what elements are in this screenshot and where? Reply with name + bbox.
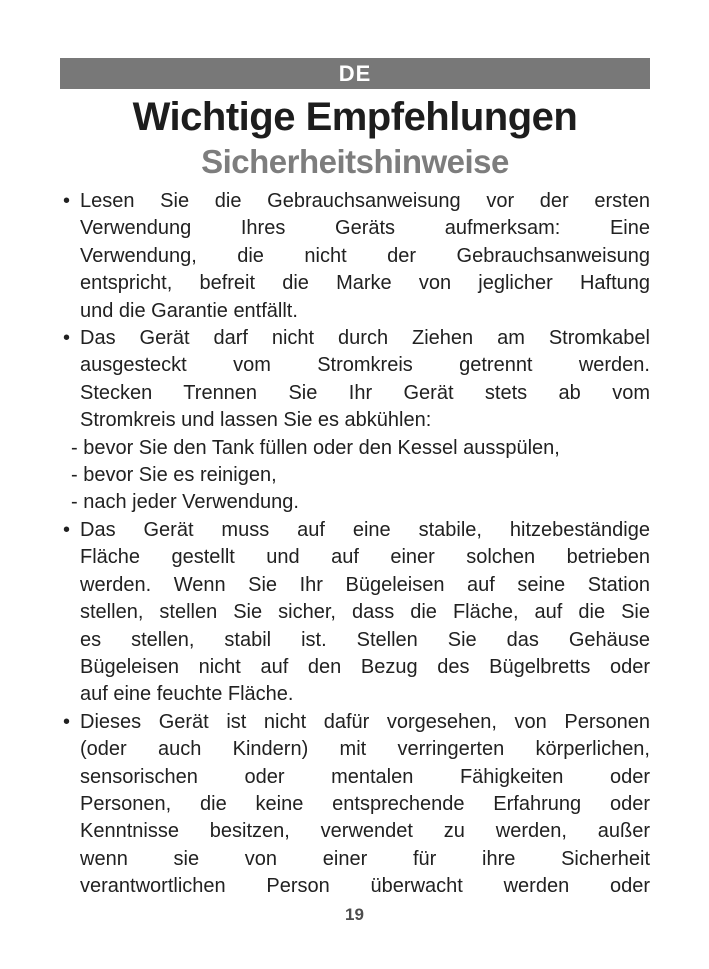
safety-instructions-list <box>60 188 650 901</box>
bullet-icon: • <box>63 710 71 733</box>
sub-instruction-line: - bevor Sie es reinigen, <box>71 464 277 487</box>
instruction-line: auf eine feuchte Fläche. <box>80 683 294 706</box>
list-item <box>60 709 650 901</box>
page-subtitle: Sicherheitshinweise <box>201 143 509 180</box>
instruction-line: Fläche gestellt und auf einer solchen betrieben <box>80 546 650 569</box>
instruction-line: es stellen, stabil ist. Stellen Sie das Gehäuse <box>80 628 650 651</box>
instruction-line: Verwendung, die nicht der Gebrauchsanweisung <box>80 244 650 267</box>
instruction-line: Verwendung Ihres Geräts aufmerksam: Eine <box>80 217 650 240</box>
instruction-line: entspricht, befreit die Marke von jeglicher Haftung <box>80 272 650 295</box>
instruction-line: werden. Wenn Sie Ihr Bügeleisen auf seine Station <box>80 573 650 596</box>
bullet-text <box>71 325 650 517</box>
instruction-line: sensorischen oder mentalen Fähigkeiten oder <box>80 765 650 788</box>
instruction-line: (oder auch Kindern) mit verringerten körperlichen, <box>80 738 650 761</box>
bullet-icon: • <box>63 327 71 350</box>
instruction-line: Das Gerät muss auf eine stabile, hitzebeständige <box>80 518 650 541</box>
sub-instruction-line: - nach jeder Verwendung. <box>71 491 299 514</box>
list-item <box>60 188 650 325</box>
bullet-icon: • <box>63 518 71 541</box>
page-number: 19 <box>345 905 364 924</box>
language-code: DE <box>338 60 372 86</box>
bullet-icon: • <box>63 190 71 212</box>
list-item <box>60 517 650 709</box>
instruction-line: verantwortlichen Person überwacht werden oder <box>80 875 650 898</box>
instruction-line: Stecken Trennen Sie Ihr Gerät stets ab vom <box>80 381 650 404</box>
sub-instruction-line: - bevor Sie den Tank füllen oder den Kessel ausspülen, <box>71 436 560 459</box>
instruction-line: ausgesteckt vom Stromkreis getrennt werden. <box>80 354 650 377</box>
instruction-line: und die Garantie entfällt. <box>80 299 298 322</box>
bullet-text <box>80 709 650 901</box>
page-title: Wichtige Empfehlungen <box>132 95 578 139</box>
instruction-line: Bügeleisen nicht auf den Bezug des Bügelbretts oder <box>80 655 650 678</box>
instruction-line: Das Gerät darf nicht durch Ziehen am Stromkabel <box>80 327 650 350</box>
instruction-line: stellen, stellen Sie sicher, dass die Fläche, auf die Sie <box>80 601 650 624</box>
instruction-line: wenn sie von einer für ihre Sicherheit <box>80 847 650 870</box>
instruction-line: Dieses Gerät ist nicht dafür vorgesehen, von Personen <box>80 710 650 733</box>
instruction-line: Stromkreis und lassen Sie es abkühlen: <box>80 409 432 432</box>
instruction-line: Personen, die keine entsprechende Erfahrung oder <box>80 792 650 815</box>
instruction-line: Kenntnisse besitzen, verwendet zu werden, außer <box>80 820 650 843</box>
list-item <box>60 325 650 517</box>
language-header-bar <box>60 58 650 89</box>
bullet-text <box>80 517 650 709</box>
bullet-text <box>80 188 650 325</box>
instruction-line: Lesen Sie die Gebrauchsanweisung vor der ersten <box>80 190 650 212</box>
